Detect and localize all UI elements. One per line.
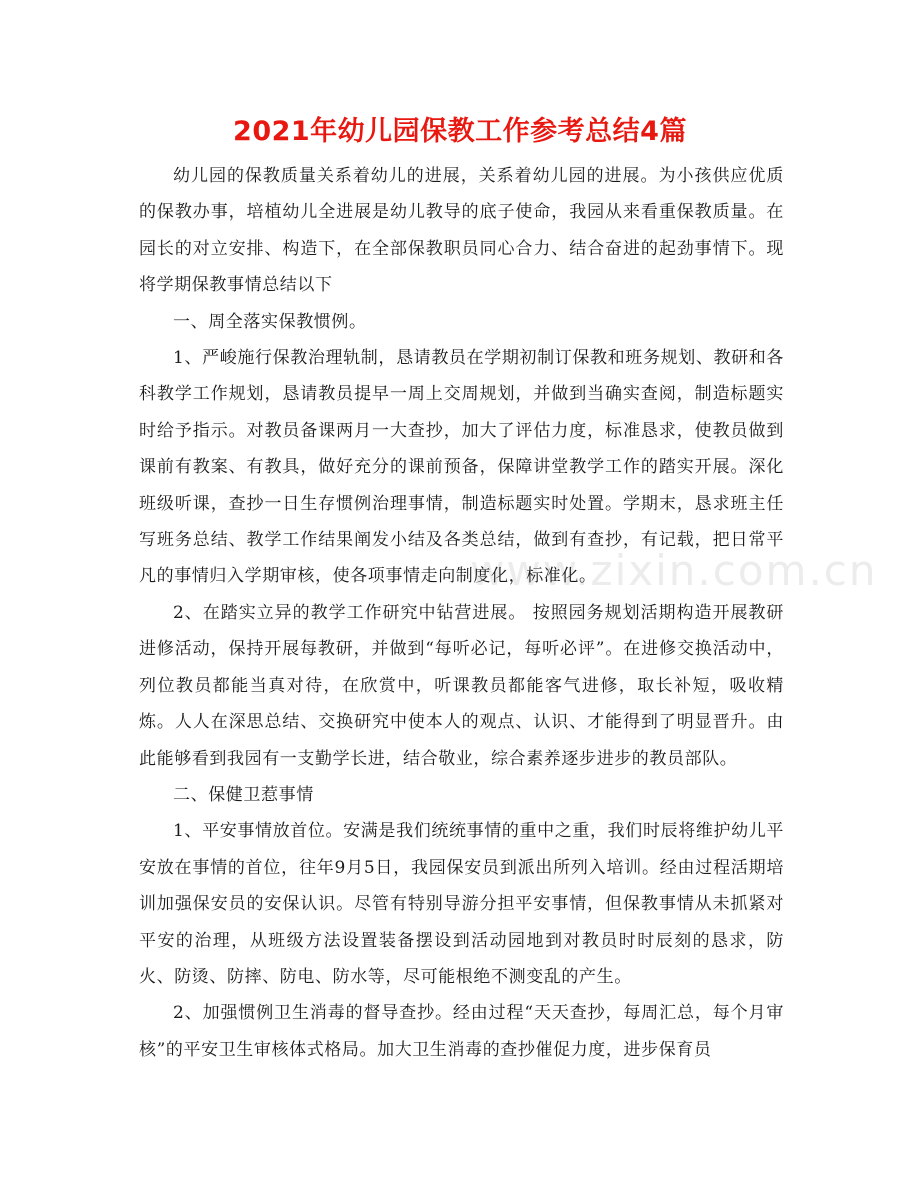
paragraph-1-2: 2、在踏实立异的教学工作研究中钻营进展。 按照园务规划活期构造开展教研进修活动，保持开展每教研，并做到“每听必记，每听必评”。在进修交换活动中，列位教员都能当真对待，在欣赏中，听课教员都能客气进修，取长补短，吸收精炼。人人在深思总结、交换研究中使本人的观点、认识、才能得到了明显晋升。由此能够看到我园有一支勤学长进，结合敬业，综合素养逐步进步的教员部队。 [139, 602, 784, 769]
document-body [139, 158, 784, 1068]
intro-paragraph: 幼儿园的保教质量关系着幼儿的进展，关系着幼儿园的进展。为小孩供应优质的保教办事，培植幼儿全进展是幼儿教导的底子使命，我园从来看重保教质量。在园长的对立安排、构造下，在全部保教职员同心合力、结合奋进的起劲事情下。现将学期保教事情总结以下 [139, 166, 784, 296]
paragraph-2-1: 1、平安事情放首位。安满是我们统统事情的重中之重，我们时辰将维护幼儿平安放在事情的首位，往年9月5日，我园保安员到派出所列入培训。经由过程活期培训加强保安员的安保认识。尽管有特别导游分担平安事情，但保教事情从未抓紧对平安的治理，从班级方法设置装备摆设到活动园地到对教员时时辰刻的恳求，防火、防烫、防摔、防电、防水等，尽可能根绝不测变乱的产生。 [139, 821, 784, 987]
section-heading-1: 一、周全落实保教惯例。 [173, 311, 367, 332]
paragraph-2-2: 2、加强惯例卫生消毒的督导查抄。经由过程“天天查抄，每周汇总，每个月审核”的平安卫生审核体式格局。加大卫生消毒的查抄催促力度，进步保育员 [139, 1003, 784, 1060]
section-heading-2: 二、保健卫惹事情 [173, 784, 314, 805]
paragraph-1-1: 1、严峻施行保教治理轨制，恳请教员在学期初制订保教和班务规划、教研和各科教学工作规划，恳请教员提早一周上交周规划，并做到当确实查阅，制造标题实时给予指示。对教员备课两月一大查抄，加大了评估力度，标准恳求，使教员做到课前有教案、有教具，做好充分的课前预备，保障讲堂教学工作的踏实开展。深化班级听课，查抄一日生存惯例治理事情，制造标题实时处置。学期末，恳求班主任写班务总结、教学工作结果阐发小结及各类总结，做到有查抄，有记载，把日常平凡的事情归入学期审核，使各项事情走向制度化，标准化。 [139, 348, 784, 587]
watermark-text: www.zixin.com.cn [470, 546, 878, 595]
document-title: 2021年幼儿园保教工作参考总结4篇 [233, 116, 687, 147]
